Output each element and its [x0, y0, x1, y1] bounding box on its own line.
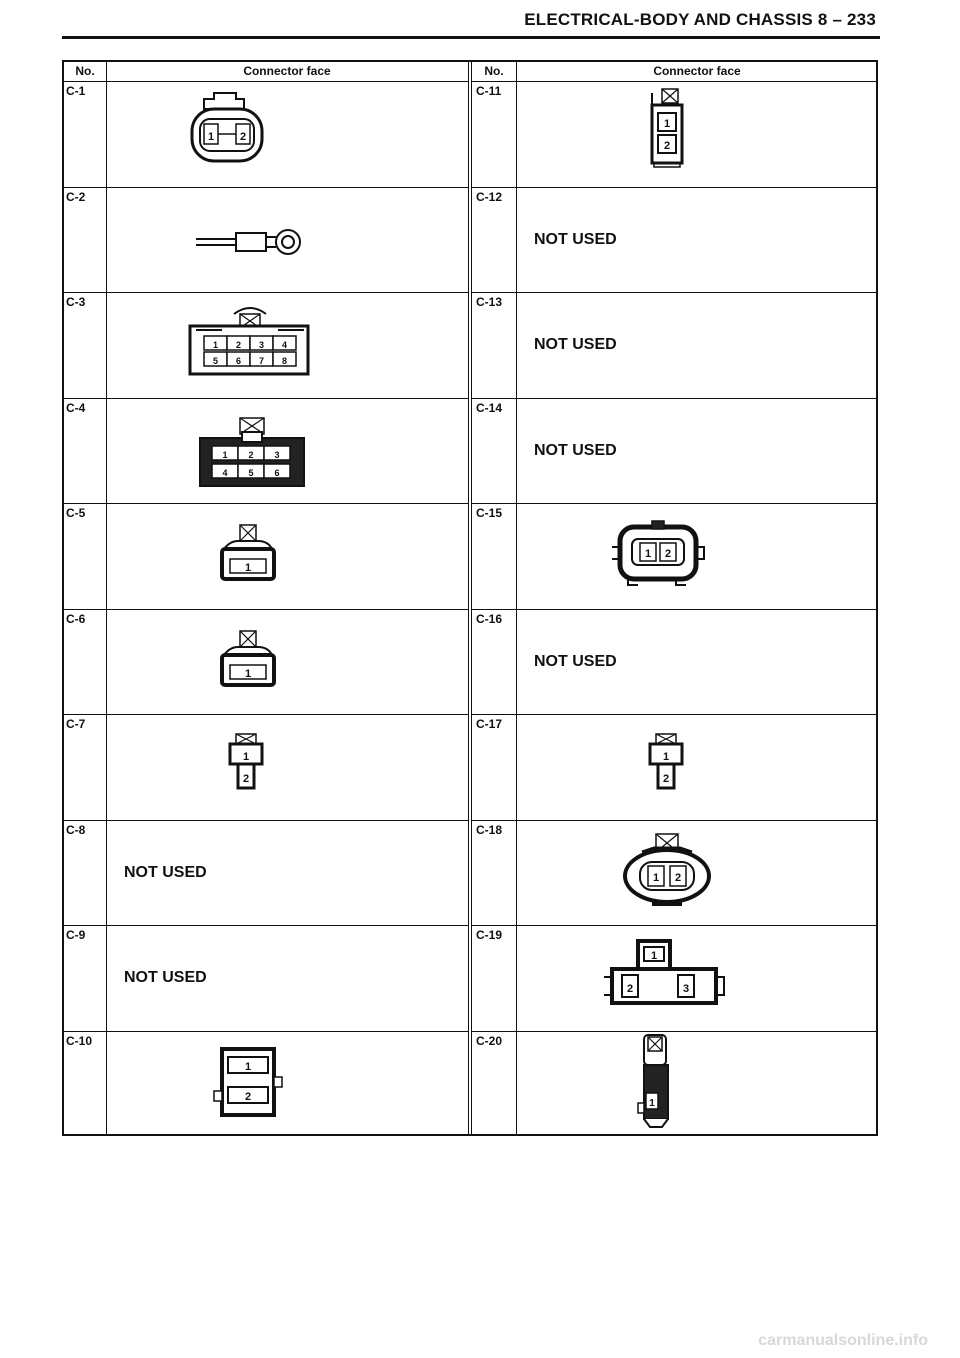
- connector-face-icon: [186, 201, 316, 271]
- pin-number: 1: [212, 340, 219, 350]
- row-divider: [64, 609, 468, 610]
- connector-face-icon: [210, 511, 286, 591]
- connector-face-icon: [210, 617, 286, 697]
- connector-number: C-15: [476, 506, 503, 520]
- row-divider: [64, 714, 468, 715]
- pin-number: 3: [274, 449, 280, 460]
- pin-number: 3: [682, 983, 690, 995]
- connector-number: C-18: [476, 822, 503, 837]
- row-divider: [472, 503, 876, 504]
- row-divider: [64, 292, 468, 293]
- connector-face-diagram: [214, 722, 278, 802]
- connector-number: C-10: [66, 1033, 93, 1048]
- connector-face-icon: [612, 824, 724, 912]
- connector-number: C-12: [476, 189, 503, 204]
- connector-number: C-6: [66, 611, 86, 626]
- left-no-col-line: [106, 62, 107, 1134]
- connector-face-diagram: [612, 824, 724, 912]
- connector-number: C-19: [476, 928, 503, 942]
- pin-number: 6: [274, 467, 280, 478]
- watermark-text: carmanualsonline.info: [758, 1332, 928, 1349]
- connector-number: C-14: [476, 400, 503, 415]
- column-divider: [468, 62, 472, 1134]
- pin-number: 8: [281, 356, 288, 366]
- connector-number: C-20: [476, 1033, 503, 1048]
- connector-face-icon: [174, 87, 284, 171]
- connector-face-icon: [204, 1039, 292, 1125]
- connector-face-diagram: [630, 1033, 680, 1131]
- pin-number: 6: [235, 356, 242, 366]
- right-no-col-line: [516, 62, 517, 1134]
- pin-number: 2: [242, 773, 250, 785]
- row-divider: [64, 398, 468, 399]
- connector-face-icon: [182, 296, 318, 384]
- not-used-note: NOT USED: [124, 969, 207, 986]
- connector-number: C-13: [476, 295, 503, 309]
- connector-face-icon: [214, 722, 278, 802]
- left-header-no: No.: [75, 64, 95, 78]
- not-used-note: NOT USED: [534, 230, 617, 248]
- connector-face-diagram: [606, 511, 710, 595]
- pin-number: 2: [664, 548, 672, 560]
- row-divider: [64, 503, 468, 504]
- connector-number: C-9: [66, 928, 86, 942]
- row-divider: [472, 1031, 876, 1032]
- pin-number: 1: [222, 449, 228, 460]
- connector-number: C-1: [66, 84, 86, 98]
- pin-number: 1: [662, 751, 670, 763]
- row-divider: [64, 820, 468, 821]
- pin-number: 5: [248, 467, 254, 478]
- pin-number: 2: [235, 340, 242, 350]
- connector-number: C-16: [476, 611, 503, 626]
- connector-number: C-4: [66, 400, 86, 415]
- connector-face-diagram: [210, 511, 286, 591]
- connector-number: C-17: [476, 717, 503, 731]
- connector-number: C-7: [66, 717, 86, 731]
- pin-number: 2: [662, 773, 670, 785]
- connector-face-diagram: [182, 296, 318, 384]
- connector-number: C-8: [66, 822, 86, 837]
- connector-face-diagram: [634, 85, 700, 173]
- connector-face-icon: [606, 511, 710, 595]
- page-header-title: ELECTRICAL-BODY AND CHASSIS 8 – 233: [524, 10, 876, 29]
- connector-face-icon: [634, 85, 700, 173]
- connector-number: C-11: [476, 84, 502, 98]
- pin-number: 3: [258, 340, 265, 350]
- pin-number: 1: [242, 751, 250, 763]
- connector-face-diagram: [210, 617, 286, 697]
- pin-number: 2: [244, 1090, 252, 1103]
- not-used-note: NOT USED: [534, 336, 617, 353]
- row-divider: [472, 292, 876, 293]
- row-divider: [64, 81, 468, 82]
- row-divider: [64, 1031, 468, 1032]
- pin-number: 1: [663, 118, 671, 130]
- pin-number: 2: [248, 449, 254, 460]
- not-used-note: NOT USED: [124, 863, 207, 881]
- pin-number: 2: [663, 140, 671, 152]
- row-divider: [64, 187, 468, 188]
- connector-face-diagram: [592, 935, 736, 1019]
- connector-number: C-3: [66, 295, 86, 309]
- pin-number: 5: [212, 356, 219, 366]
- connector-face-icon: [192, 404, 312, 492]
- left-header-face: Connector face: [243, 64, 331, 78]
- pin-number: 4: [222, 467, 228, 478]
- connector-number: C-2: [66, 189, 86, 204]
- connector-face-icon: [630, 1033, 680, 1131]
- pin-number: 2: [674, 871, 682, 884]
- header-rule: [62, 36, 880, 39]
- pin-number: 7: [258, 356, 265, 366]
- row-divider: [472, 714, 876, 715]
- connector-face-diagram: [186, 201, 316, 271]
- pin-number: 4: [281, 340, 288, 350]
- connector-face-diagram: [192, 404, 312, 492]
- row-divider: [472, 925, 876, 926]
- right-header-face: Connector face: [653, 64, 741, 78]
- not-used-note: NOT USED: [534, 652, 617, 670]
- row-divider: [472, 609, 876, 610]
- row-divider: [472, 398, 876, 399]
- row-divider: [472, 81, 876, 82]
- row-divider: [64, 925, 468, 926]
- connector-face-diagram: [174, 87, 284, 171]
- connector-number: C-5: [66, 506, 86, 520]
- connector-face-diagram: [204, 1039, 292, 1125]
- pin-number: 1: [650, 950, 658, 962]
- pin-number: 1: [244, 562, 252, 574]
- pin-number: 1: [244, 1060, 252, 1073]
- row-divider: [472, 820, 876, 821]
- connector-face-icon: [592, 935, 736, 1019]
- connector-face-icon: [634, 722, 698, 802]
- pin-number: 1: [649, 1097, 655, 1109]
- pin-number: 1: [207, 131, 215, 143]
- pin-number: 1: [644, 548, 652, 560]
- pin-number: 2: [626, 983, 634, 995]
- not-used-note: NOT USED: [534, 441, 617, 459]
- row-divider: [472, 187, 876, 188]
- connector-face-diagram: [634, 722, 698, 802]
- pin-number: 1: [244, 667, 252, 680]
- pin-number: 1: [652, 871, 660, 884]
- right-header-no: No.: [484, 64, 504, 78]
- pin-number: 2: [239, 131, 247, 143]
- connector-table: [62, 60, 878, 1136]
